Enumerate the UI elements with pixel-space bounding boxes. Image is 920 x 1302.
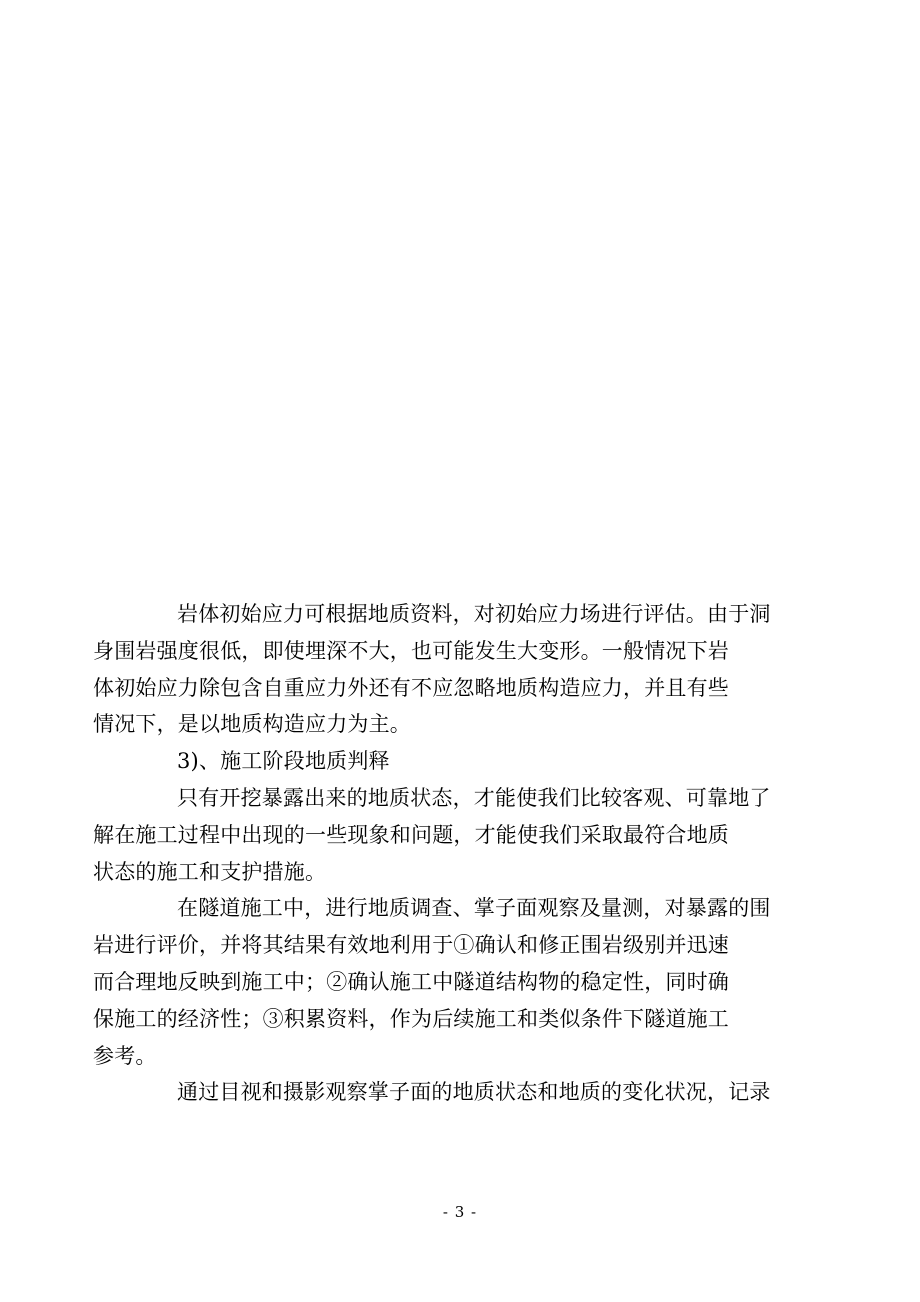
text-line: 参考。: [93, 1043, 157, 1068]
section-heading: [135, 743, 785, 780]
page-number: - 3 -: [442, 1203, 478, 1221]
paragraph-exposed-geology: [93, 780, 785, 890]
paragraph-observation: [135, 1074, 785, 1111]
text-line: 岩进行评价，并将其结果有效地利用于①确认和修正围岩级别并迅速: [93, 933, 729, 958]
paragraph-initial-stress: [93, 596, 785, 743]
text-line: 身围岩强度很低，即使埋深不大，也可能发生大变形。一般情况下岩: [93, 638, 729, 663]
text-line: 通过目视和摄影观察掌子面的地质状态和地质的变化状况，记录: [177, 1080, 771, 1105]
text-line: 而合理地反映到施工中；②确认施工中隧道结构物的稳定性，同时确: [93, 969, 729, 994]
text-line: 在隧道施工中，进行地质调查、掌子面观察及量测，对暴露的围: [177, 896, 771, 921]
text-line: 情况下，是以地质构造应力为主。: [93, 712, 411, 737]
text-line: 保施工的经济性；③积累资料，作为后续施工和类似条件下隧道施工: [93, 1006, 729, 1031]
text-line: 只有开挖暴露出来的地质状态，才能使我们比较客观、可靠地了: [177, 785, 771, 810]
text-line: 岩体初始应力可根据地质资料，对初始应力场进行评估。由于洞: [177, 602, 771, 626]
text-line: 解在施工过程中出现的一些现象和问题，才能使我们采取最符合地质: [93, 822, 729, 847]
heading-text: 3)、施工阶段地质判释: [177, 749, 390, 774]
paragraph-tunnel-construction: [93, 890, 785, 1074]
text-line: 状态的施工和支护措施。: [93, 859, 327, 884]
text-line: 体初始应力除包含自重应力外还有不应忽略地质构造应力，并且有些: [93, 675, 729, 700]
document-body: [93, 596, 785, 1111]
